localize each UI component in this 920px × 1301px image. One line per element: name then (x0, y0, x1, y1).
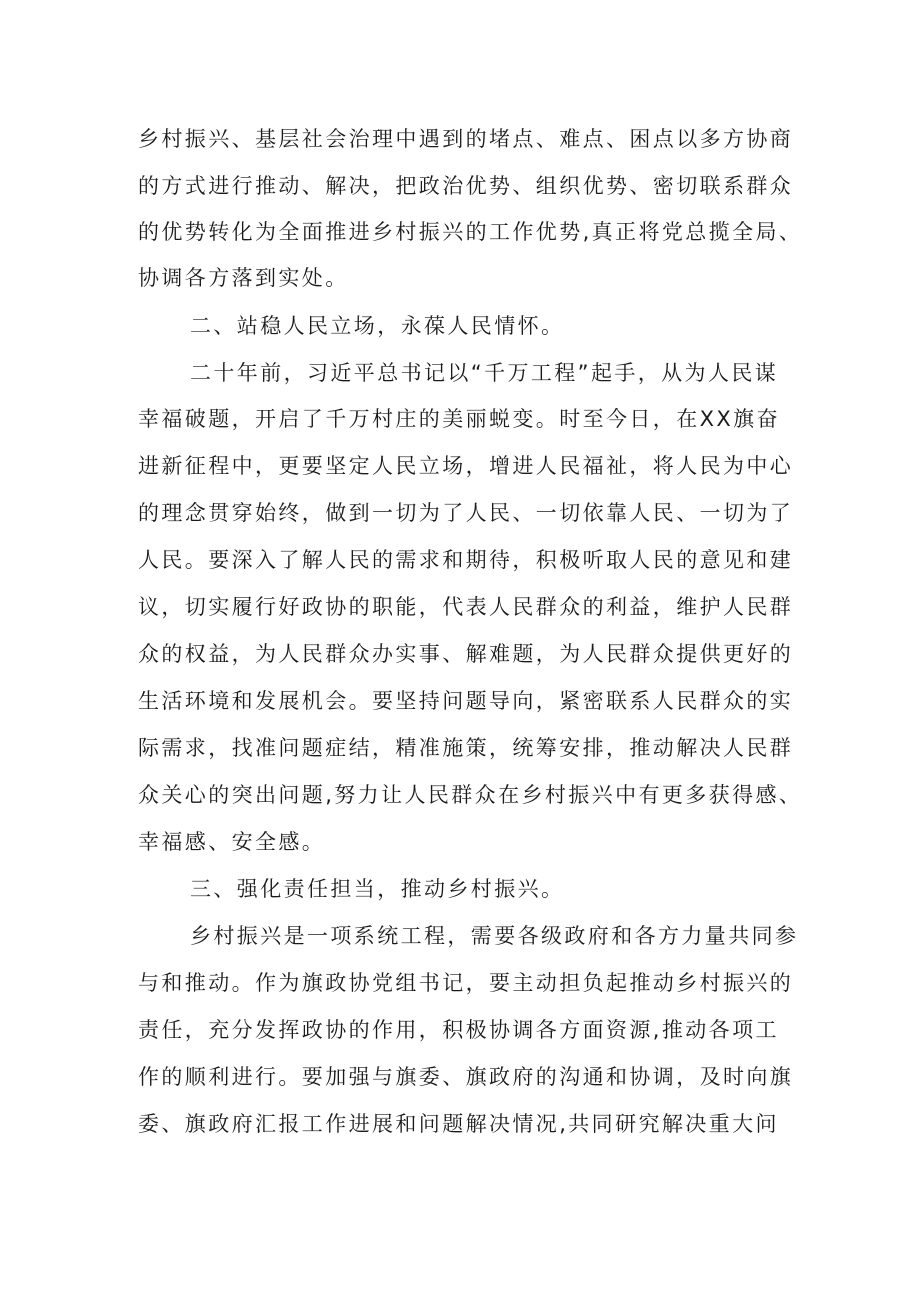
text-line: 的方式进行推动、解决，把政治优势、组织优势、密切联系群众 (138, 174, 794, 198)
text-line: 幸福感、安全感。 (138, 830, 326, 854)
text-line: 乡村振兴是一项系统工程，需要各级政府和各方力量共同参 (190, 924, 799, 948)
text-line: 人民。要深入了解人民的需求和期待，积极听取人民的意见和建 (138, 548, 794, 572)
text-line: 众的权益，为人民群众办实事、解难题，为人民群众提供更好的 (138, 642, 794, 666)
text-line: 幸福破题，开启了千万村庄的美丽蜕变。时至今日，在XX旗奋 (138, 407, 780, 431)
text-line: 二十年前，习近平总书记以“千万工程”起手，从为人民谋 (190, 361, 779, 385)
text-line: 议，切实履行好政协的职能，代表人民群众的利益，维护人民群 (138, 595, 794, 619)
section-heading: 二、站稳人民立场，永葆人民情怀。 (190, 314, 565, 338)
text-line: 与和推动。作为旗政协党组书记，要主动担负起推动乡村振兴的 (138, 971, 794, 995)
section-heading: 三、强化责任担当，推动乡村振兴。 (190, 877, 565, 901)
text-line: 责任，充分发挥政协的作用，积极协调各方面资源,推动各项工 (138, 1018, 779, 1042)
text-line: 作的顺利进行。要加强与旗委、旗政府的沟通和协调，及时向旗 (138, 1065, 794, 1089)
text-line: 乡村振兴、基层社会治理中遇到的堵点、难点、困点以多方协商 (138, 127, 794, 151)
text-line: 的优势转化为全面推进乡村振兴的工作优势,真正将党总揽全局、 (138, 220, 803, 244)
text-line: 进新征程中，更要坚定人民立场，增进人民福祉，将人民为中心 (138, 454, 794, 478)
text-line: 协调各方落到实处。 (138, 266, 349, 290)
text-line: 生活环境和发展机会。要坚持问题导向，紧密联系人民群众的实 (138, 689, 794, 713)
text-line: 委、旗政府汇报工作进展和问题解决情况,共同研究解决重大问 (138, 1112, 779, 1136)
text-line: 的理念贯穿始终，做到一切为了人民、一切依靠人民、一切为了 (138, 501, 794, 525)
text-line: 际需求，找准问题症结，精准施策，统筹安排，推动解决人民群 (138, 736, 794, 760)
text-line: 众关心的突出问题,努力让人民群众在乡村振兴中有更多获得感、 (138, 783, 803, 807)
